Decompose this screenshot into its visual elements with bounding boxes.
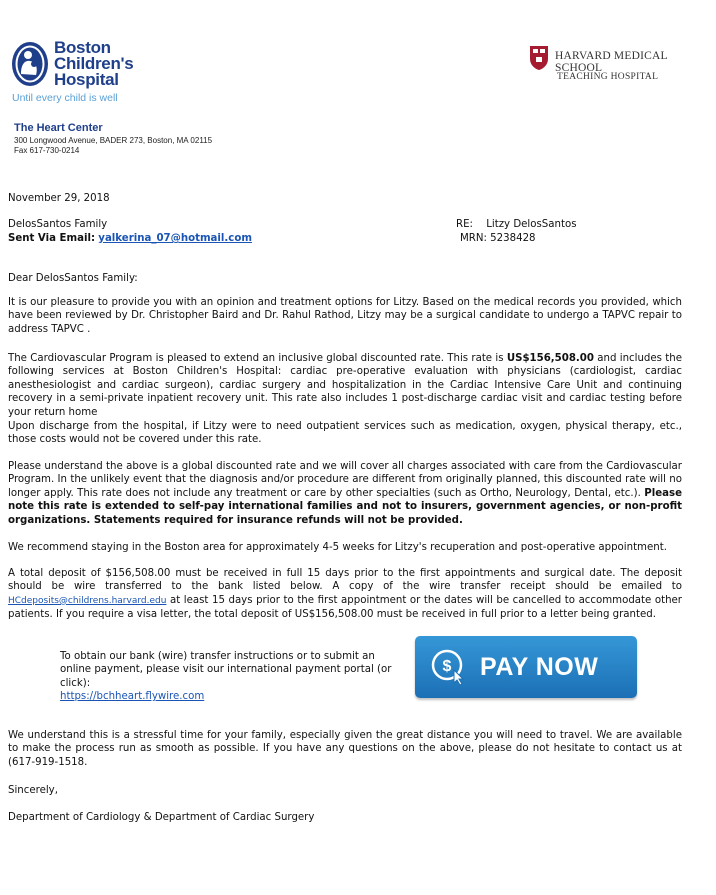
recipient: DelosSantos Family (8, 219, 108, 230)
sent-via-label: Sent Via Email: (8, 233, 96, 244)
paragraph-deposit: A total deposit of $156,508.00 must be received in full 15 days prior to the first appointments and surgical date. The deposit should be wire transferred to the bank listed below. A copy of the wire transfer receipt should be emailed to HCdeposits@childrens.harvard.edu at least 15 days prior to the first appointment or the dates will be cancelled to accommodate other patients. If you require a visa letter, the total deposit of US$156,508.00 must be received in full prior to a letter being granted. (8, 568, 682, 621)
paragraph-contact: We understand this is a stressful time for your family, especially given the great distance you will need to travel. We are available to make the process run as smooth as possible. If you have any questions on the above, please do not hesitate to contact us at (617-919-1518. (8, 730, 682, 768)
paragraph-terms: Please understand the above is a global discounted rate and we will cover all charges associated with care from the Cardiovascular Program. In the unlikely event that the diagnosis and/or procedure are different from originally planned, this discounted rate will no longer apply. This rate does not include any treatment or care by other specialties (such as Ortho, Neurology, Dental, etc.). Please note this rate is extended to self-pay international families and not to insurers, government agencies, or non-profit organizations. Statements required for insurance refunds will not be provided. (8, 461, 682, 526)
harvard-shield-icon (529, 45, 549, 71)
terms-bold: Please note this rate is extended to self-pay international families and not to insurers, government agencies, or non-profit organizations. Statements required for insurance refunds will not be provided. (8, 487, 682, 526)
letter-date: November 29, 2018 (8, 193, 110, 204)
paragraph-opinion: It is our pleasure to provide you with an opinion and treatment options for Litzy. Based on the medical records you provided, which have been reviewed by Dr. Christopher Baird and Dr. Rahul Rathod, Litzy may be a surgical candidate to undergo a TAPVC repair to address TAPVC . (8, 297, 682, 335)
address: 300 Longwood Avenue, BADER 273, Boston, MA 02115 (14, 136, 213, 145)
teaching-hospital: TEACHING HOSPITAL (557, 72, 659, 82)
paragraph-rate: The Cardiovascular Program is pleased to extend an inclusive global discounted rate. This rate is US$156,508.00 and includes the following services at Boston Children's Hospital: cardiac pre-operative evaluation with physicians (cardiologist, cardiac anesthesiologist and cardiac surgeon), cardiac surgery and hospitalization in the Cardiac Intensive Care Unit and continuing recovery in a semi-private inpatient recovery unit. This rate also includes 1 post-discharge cardiac visit and cardiac testing before your return home (8, 353, 682, 418)
salutation: Dear DelosSantos Family: (8, 273, 138, 284)
paragraph-discharge: Upon discharge from the hospital, if Litzy were to need outpatient services such as medication, oxygen, physical therapy, etc., those costs would not be covered under this rate. (8, 421, 682, 446)
hospital-tagline: Until every child is well (12, 92, 118, 104)
re-patient-name: Litzy DelosSantos (486, 219, 577, 230)
svg-text:$: $ (442, 658, 452, 675)
harvard-medical-school: HARVARD MEDICAL SCHOOL (555, 50, 668, 74)
department-title: The Heart Center (14, 122, 103, 134)
payment-instructions: To obtain our bank (wire) transfer instructions or to submit an online payment, please visit our international payment portal (or click): https://bchheart.flywire.com (60, 651, 392, 703)
sent-via (8, 232, 252, 245)
pay-now-label: PAY NOW (480, 652, 599, 681)
pay-now-button[interactable] (415, 636, 637, 698)
boston-childrens-logo-icon (10, 40, 50, 88)
rate-amount: US$156,508.00 (506, 353, 594, 364)
signature: Department of Cardiology & Department of Cardiac Surgery (8, 812, 315, 823)
flywire-portal-link[interactable]: https://bchheart.flywire.com (60, 691, 205, 703)
re-line (456, 218, 577, 231)
recipient-email-link[interactable]: yalkerina_07@hotmail.com (98, 233, 252, 244)
hospital-name: Boston Children's Hospital (54, 38, 134, 89)
re-label: RE: (456, 219, 473, 230)
dollar-click-icon (430, 648, 468, 686)
fax: Fax 617-730-0214 (14, 146, 80, 155)
closing: Sincerely, (8, 785, 58, 796)
deposits-email-link[interactable]: HCdeposits@childrens.harvard.edu (8, 595, 167, 606)
paragraph-stay: We recommend staying in the Boston area for approximately 4-5 weeks for Litzy's recuperation and post-operative appointment. (8, 542, 667, 553)
mrn: MRN: 5238428 (460, 233, 536, 244)
